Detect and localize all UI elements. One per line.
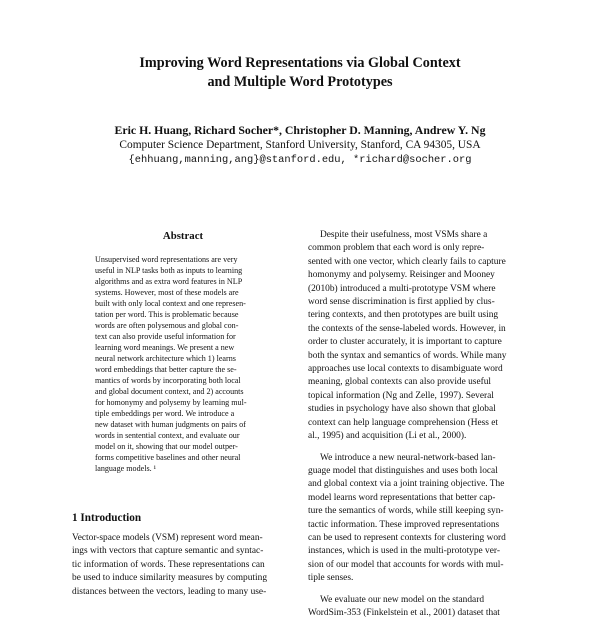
abstract-line: Unsupervised word representations are very xyxy=(95,255,238,264)
abstract-line: text can also provide useful information for xyxy=(95,332,236,341)
abstract-line: tiple embeddings per word. We introduce a xyxy=(95,409,235,418)
abstract-line: built with only local context and one represen- xyxy=(95,299,246,308)
right-column-line: (2010b) introduced a multi-prototype VSM where xyxy=(308,283,496,294)
author-emails: {ehhuang,manning,ang}@stanford.edu, *richard@socher.org xyxy=(128,154,472,166)
abstract-line: model on it, showing that our model outper- xyxy=(95,442,238,451)
abstract-line: useful in NLP tasks both as inputs to learning xyxy=(95,266,243,275)
introduction-line: ings with vectors that capture semantic and syntac- xyxy=(72,546,264,557)
right-column-line: tiple senses. xyxy=(308,573,354,584)
abstract-line: new dataset with human judgments on pairs of xyxy=(95,420,246,429)
right-column-line: model learns word representations that better cap- xyxy=(308,492,496,503)
paragraph-gap xyxy=(308,586,538,594)
abstract-heading: Abstract xyxy=(162,230,204,242)
right-column-line: common problem that each word is only repre- xyxy=(308,243,485,254)
right-column xyxy=(308,229,538,620)
right-column-line: ture the semantics of words, while still keeping syn- xyxy=(308,506,504,517)
abstract-line: words in sentential context, and evaluate our xyxy=(95,431,240,440)
abstract-line: algorithms and as extra word features in NLP xyxy=(95,277,243,286)
right-column-line: studies in psychology have also shown that global xyxy=(308,404,496,415)
right-column-line: We evaluate our new model on the standard xyxy=(320,594,485,605)
right-column-line: approaches use local contexts to disambiguate word xyxy=(308,364,503,375)
right-column-line: Despite their usefulness, most VSMs share a xyxy=(320,230,488,240)
abstract-line: for homonymy and polysemy by learning mul- xyxy=(95,398,247,407)
abstract-line: words are often polysemous and global con- xyxy=(95,321,239,330)
introduction-line: be used to induce similarity measures by computing xyxy=(72,573,268,584)
right-column-line: We introduce a new neural-network-based lan- xyxy=(320,452,496,463)
abstract-line: and global document context, and 2) accounts xyxy=(95,387,244,396)
abstract-line: language models. ¹ xyxy=(95,464,157,473)
right-column-line: can be used to represent contexts for clustering word xyxy=(308,532,506,543)
right-column-line: both the syntax and semantics of words. While many xyxy=(308,350,507,361)
right-column-line: WordSim-353 (Finkelstein et al., 2001) dataset that xyxy=(308,607,500,618)
abstract-body xyxy=(95,254,280,474)
right-column-line: tactic information. These improved representations xyxy=(308,519,500,530)
right-column-line: context can help language comprehension (Hess et xyxy=(308,417,499,428)
title-line-1: Improving Word Representations via Global Context xyxy=(139,55,461,71)
introduction-heading: 1 Introduction xyxy=(72,512,142,524)
right-column-line: sented with one vector, which clearly fails to capture xyxy=(308,256,506,267)
author-affiliation: Computer Science Department, Stanford University, Stanford, CA 94305, USA xyxy=(119,139,481,151)
right-column-line: and global context via a joint training objective. The xyxy=(308,479,505,490)
abstract-line: forms competitive baselines and other neural xyxy=(95,453,241,462)
right-column-line: homonymy and polysemy. Reisinger and Mooney xyxy=(308,270,495,281)
right-column-line: word sense discrimination is first applied by clus- xyxy=(308,297,495,308)
abstract-line: systems. However, most of these models are xyxy=(95,288,239,297)
right-column-line: order to cluster accurately, it is important to capture xyxy=(308,337,502,348)
introduction-line: Vector-space models (VSM) represent word mean- xyxy=(72,533,263,543)
introduction-line: tic information of words. These representations can xyxy=(72,559,265,570)
right-column-line: instances, which is used in the multi-prototype ver- xyxy=(308,546,500,557)
introduction-body xyxy=(72,532,300,599)
abstract-line: learning word meanings. We present a new xyxy=(95,343,235,352)
right-column-line: al., 1995) and acquisition (Li et al., 2000). xyxy=(308,431,467,442)
abstract-line: tation per word. This is problematic because xyxy=(95,310,239,319)
right-column-line: guage model that distinguishes and uses both local xyxy=(308,465,498,476)
right-column-line: the contexts of the sense-labeled words. However, in xyxy=(308,323,506,334)
author-names: Eric H. Huang, Richard Socher*, Christopher D. Manning, Andrew Y. Ng xyxy=(114,123,486,137)
right-column-line: sion of our model that accounts for words with mul- xyxy=(308,559,504,570)
paper-title xyxy=(0,54,600,92)
title-line-2: and Multiple Word Prototypes xyxy=(207,74,393,90)
right-column-line: topical information (Ng and Zelle, 1997). Several xyxy=(308,390,494,401)
introduction-line: distances between the vectors, leading to many use- xyxy=(72,586,267,597)
right-column-line: meaning, global contexts can also provide useful xyxy=(308,377,492,388)
abstract-line: word embeddings that better capture the se- xyxy=(95,365,237,374)
abstract-line: mantics of words by incorporating both local xyxy=(95,376,241,385)
abstract-line: neural network architecture which 1) learns xyxy=(95,354,236,363)
right-column-line: tering contexts, and then prototypes are built using xyxy=(308,310,499,321)
paragraph-gap xyxy=(308,444,538,452)
